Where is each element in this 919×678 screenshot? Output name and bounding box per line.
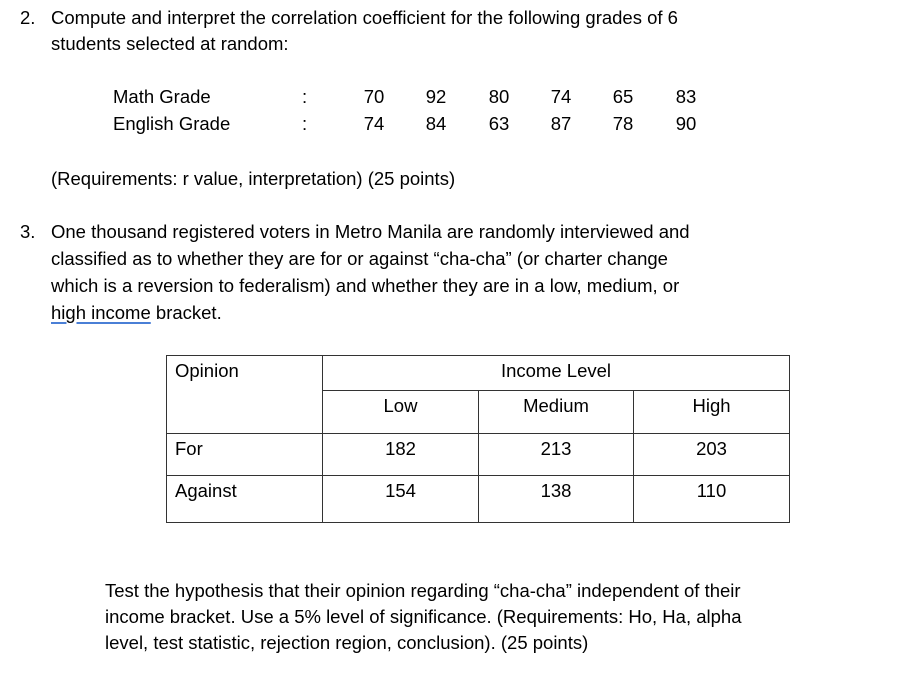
table-row — [167, 434, 790, 476]
underlined-phrase: high income — [51, 302, 151, 323]
grade-value: 78 — [612, 113, 634, 134]
q3-number: 3. — [20, 221, 36, 242]
q3-text-line: classified as to whether they are for or against “cha-cha” (or charter change — [51, 248, 668, 269]
column-header-medium: Medium — [479, 391, 634, 434]
q3-task-line: income bracket. Use a 5% level of significance. (Requirements: Ho, Ha, alpha — [105, 606, 742, 627]
grade-value: 63 — [488, 113, 510, 134]
income-opinion-table — [166, 355, 790, 523]
table-cell: 213 — [479, 434, 634, 476]
column-header-low: Low — [323, 391, 479, 434]
q3-text-line — [51, 302, 222, 324]
table-row — [167, 476, 790, 523]
row-label: Against — [167, 476, 323, 523]
opinion-header: Opinion — [167, 356, 323, 434]
grade-value: 74 — [363, 113, 385, 134]
grade-value: 92 — [425, 86, 447, 107]
grade-value: 84 — [425, 113, 447, 134]
grade-separator: : — [302, 86, 308, 107]
table-cell: 138 — [479, 476, 634, 523]
table-cell: 110 — [634, 476, 790, 523]
q3-text-rest: bracket. — [150, 302, 222, 323]
row-label: For — [167, 434, 323, 476]
grade-label: Math Grade — [113, 86, 211, 107]
grade-value: 83 — [675, 86, 697, 107]
grade-value: 80 — [488, 86, 510, 107]
column-header-high: High — [634, 391, 790, 434]
q3-task-line: level, test statistic, rejection region, conclusion). (25 points) — [105, 632, 589, 653]
q2-text-line: students selected at random: — [51, 33, 289, 54]
grade-value: 74 — [550, 86, 572, 107]
q2-text-line: Compute and interpret the correlation coefficient for the following grades of 6 — [51, 7, 678, 28]
income-level-header: Income Level — [323, 356, 790, 391]
table-cell: 182 — [323, 434, 479, 476]
table-cell: 203 — [634, 434, 790, 476]
table-cell: 154 — [323, 476, 479, 523]
q3-text-line: which is a reversion to federalism) and whether they are in a low, medium, or — [51, 275, 680, 296]
q2-number: 2. — [20, 7, 36, 28]
grade-value: 90 — [675, 113, 697, 134]
grade-label: English Grade — [113, 113, 231, 134]
q3-task-line: Test the hypothesis that their opinion regarding “cha-cha” independent of their — [105, 580, 741, 601]
q3-text-line: One thousand registered voters in Metro Manila are randomly interviewed and — [51, 221, 690, 242]
grade-value: 70 — [363, 86, 385, 107]
grade-separator: : — [302, 113, 308, 134]
q2-requirements: (Requirements: r value, interpretation) (25 points) — [51, 168, 456, 189]
grade-value: 65 — [612, 86, 634, 107]
grade-value: 87 — [550, 113, 572, 134]
